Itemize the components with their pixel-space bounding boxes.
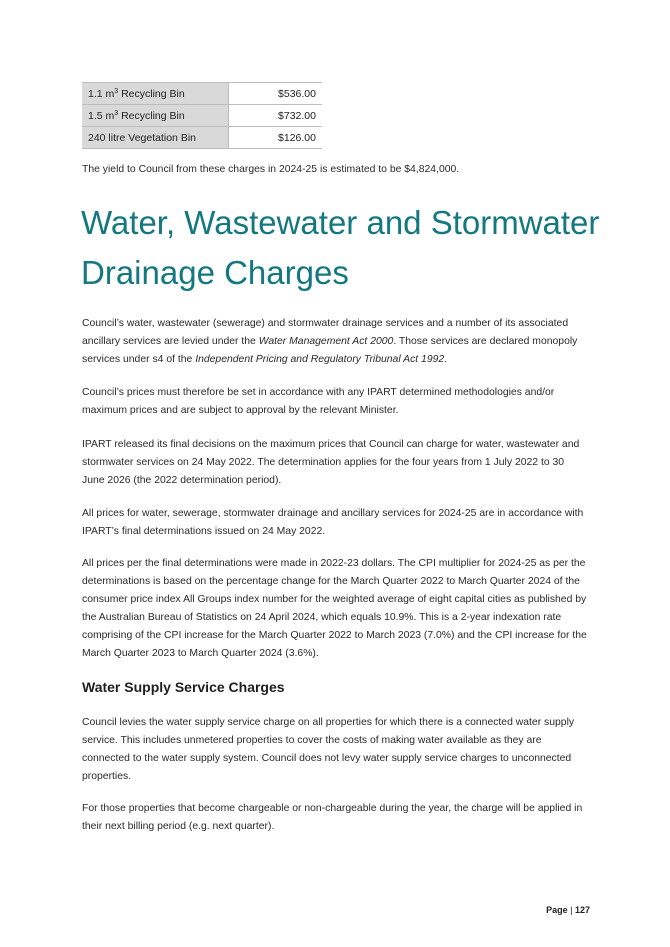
bin-type-cell: [82, 105, 229, 127]
bin-type-text: 1.1 m: [88, 87, 115, 100]
intro-paragraph: [82, 315, 587, 369]
ipart-decision-paragraph: IPART released its final decisions on the maximum prices that Council can charge for water, wastewater and stormwater services on 24 May 2022. The determination applies for the four years from 1 July 2022 to 30 June 2026 (the 2022 determination period).: [82, 439, 580, 486]
intro-text: .: [444, 354, 448, 365]
cpi-paragraph: All prices per the final determinations were made in 2022-23 dollars. The CPI multiplier for 2024-25 as per the determinations is based on the percentage change for the March Quarter 2022 to March Quarter 2024 of the consumer price index All Groups index number for the weighted average of eight capital cities as published by the Australian Bureau of Statistics on 24 April 2024, which equals 10.9%. This is a 2-year indexation rate comprising of the CPI increase for the March Quarter 2022 to March 2023 (7.0%) and the CPI increase for the March Quarter 2023 to March Quarter 2024 (3.6%).: [82, 558, 587, 659]
price-cell: $536.00: [229, 83, 323, 105]
section-title: Water, Wastewater and Stormwater Drainage Charges: [81, 204, 600, 291]
table-row: [82, 127, 322, 149]
bin-type-cell: [82, 127, 229, 149]
chargeable-paragraph: For those properties that become chargeable or non-chargeable during the year, the charge will be applied in their next billing period (e.g. next quarter).: [82, 803, 583, 832]
table-row: [82, 83, 322, 105]
price-cell: $732.00: [229, 105, 323, 127]
unit-superscript: 3: [114, 109, 119, 117]
bin-type-text-rest: Recycling Bin: [118, 87, 185, 100]
unit-superscript: 3: [114, 87, 119, 95]
intro-text: Council’s water, wastewater (sewerage) and stormwater drainage services and a number of its associated ancillary services are levied under the: [82, 318, 569, 347]
act-title: Water Management Act 2000: [258, 336, 394, 347]
price-cell: $126.00: [229, 127, 323, 149]
levies-paragraph: Council levies the water supply service charge on all properties for which there is a connected water supply service. This includes unmetered properties to cover the costs of making water available as they are connected to the water supply system. Council does not levy water supply service charges to unconnected properties.: [82, 717, 575, 782]
subheading: Water Supply Service Charges: [82, 679, 285, 695]
table-row: [82, 105, 322, 127]
bin-type-text-rest: Recycling Bin: [118, 109, 185, 122]
yield-paragraph: The yield to Council from these charges in 2024-25 is estimated to be $4,824,000.: [82, 164, 460, 175]
all-prices-paragraph: All prices for water, sewerage, stormwater drainage and ancillary services for 2024-25 are in accordance with IPART’s final determinations issued on 24 May 2022.: [82, 508, 584, 537]
page-separator: |: [567, 905, 575, 915]
ipart-pricing-paragraph: Council’s prices must therefore be set in accordance with any IPART determined methodologies and/or maximum prices and are subject to approval by the relevant Minister.: [82, 387, 555, 416]
page-number: [546, 905, 590, 915]
act-title: Independent Pricing and Regulatory Tribunal Act 1992: [195, 354, 445, 365]
page-number-value: 127: [574, 905, 590, 915]
bin-type-text: 240 litre Vegetation Bin: [88, 131, 196, 144]
intro-text: . Those services are declared monopoly services under s4 of the: [82, 336, 578, 365]
bin-type-cell: [82, 83, 229, 105]
page-label: Page: [546, 905, 568, 915]
bin-fees-table: [82, 82, 322, 149]
bin-type-text: 1.5 m: [88, 109, 115, 122]
